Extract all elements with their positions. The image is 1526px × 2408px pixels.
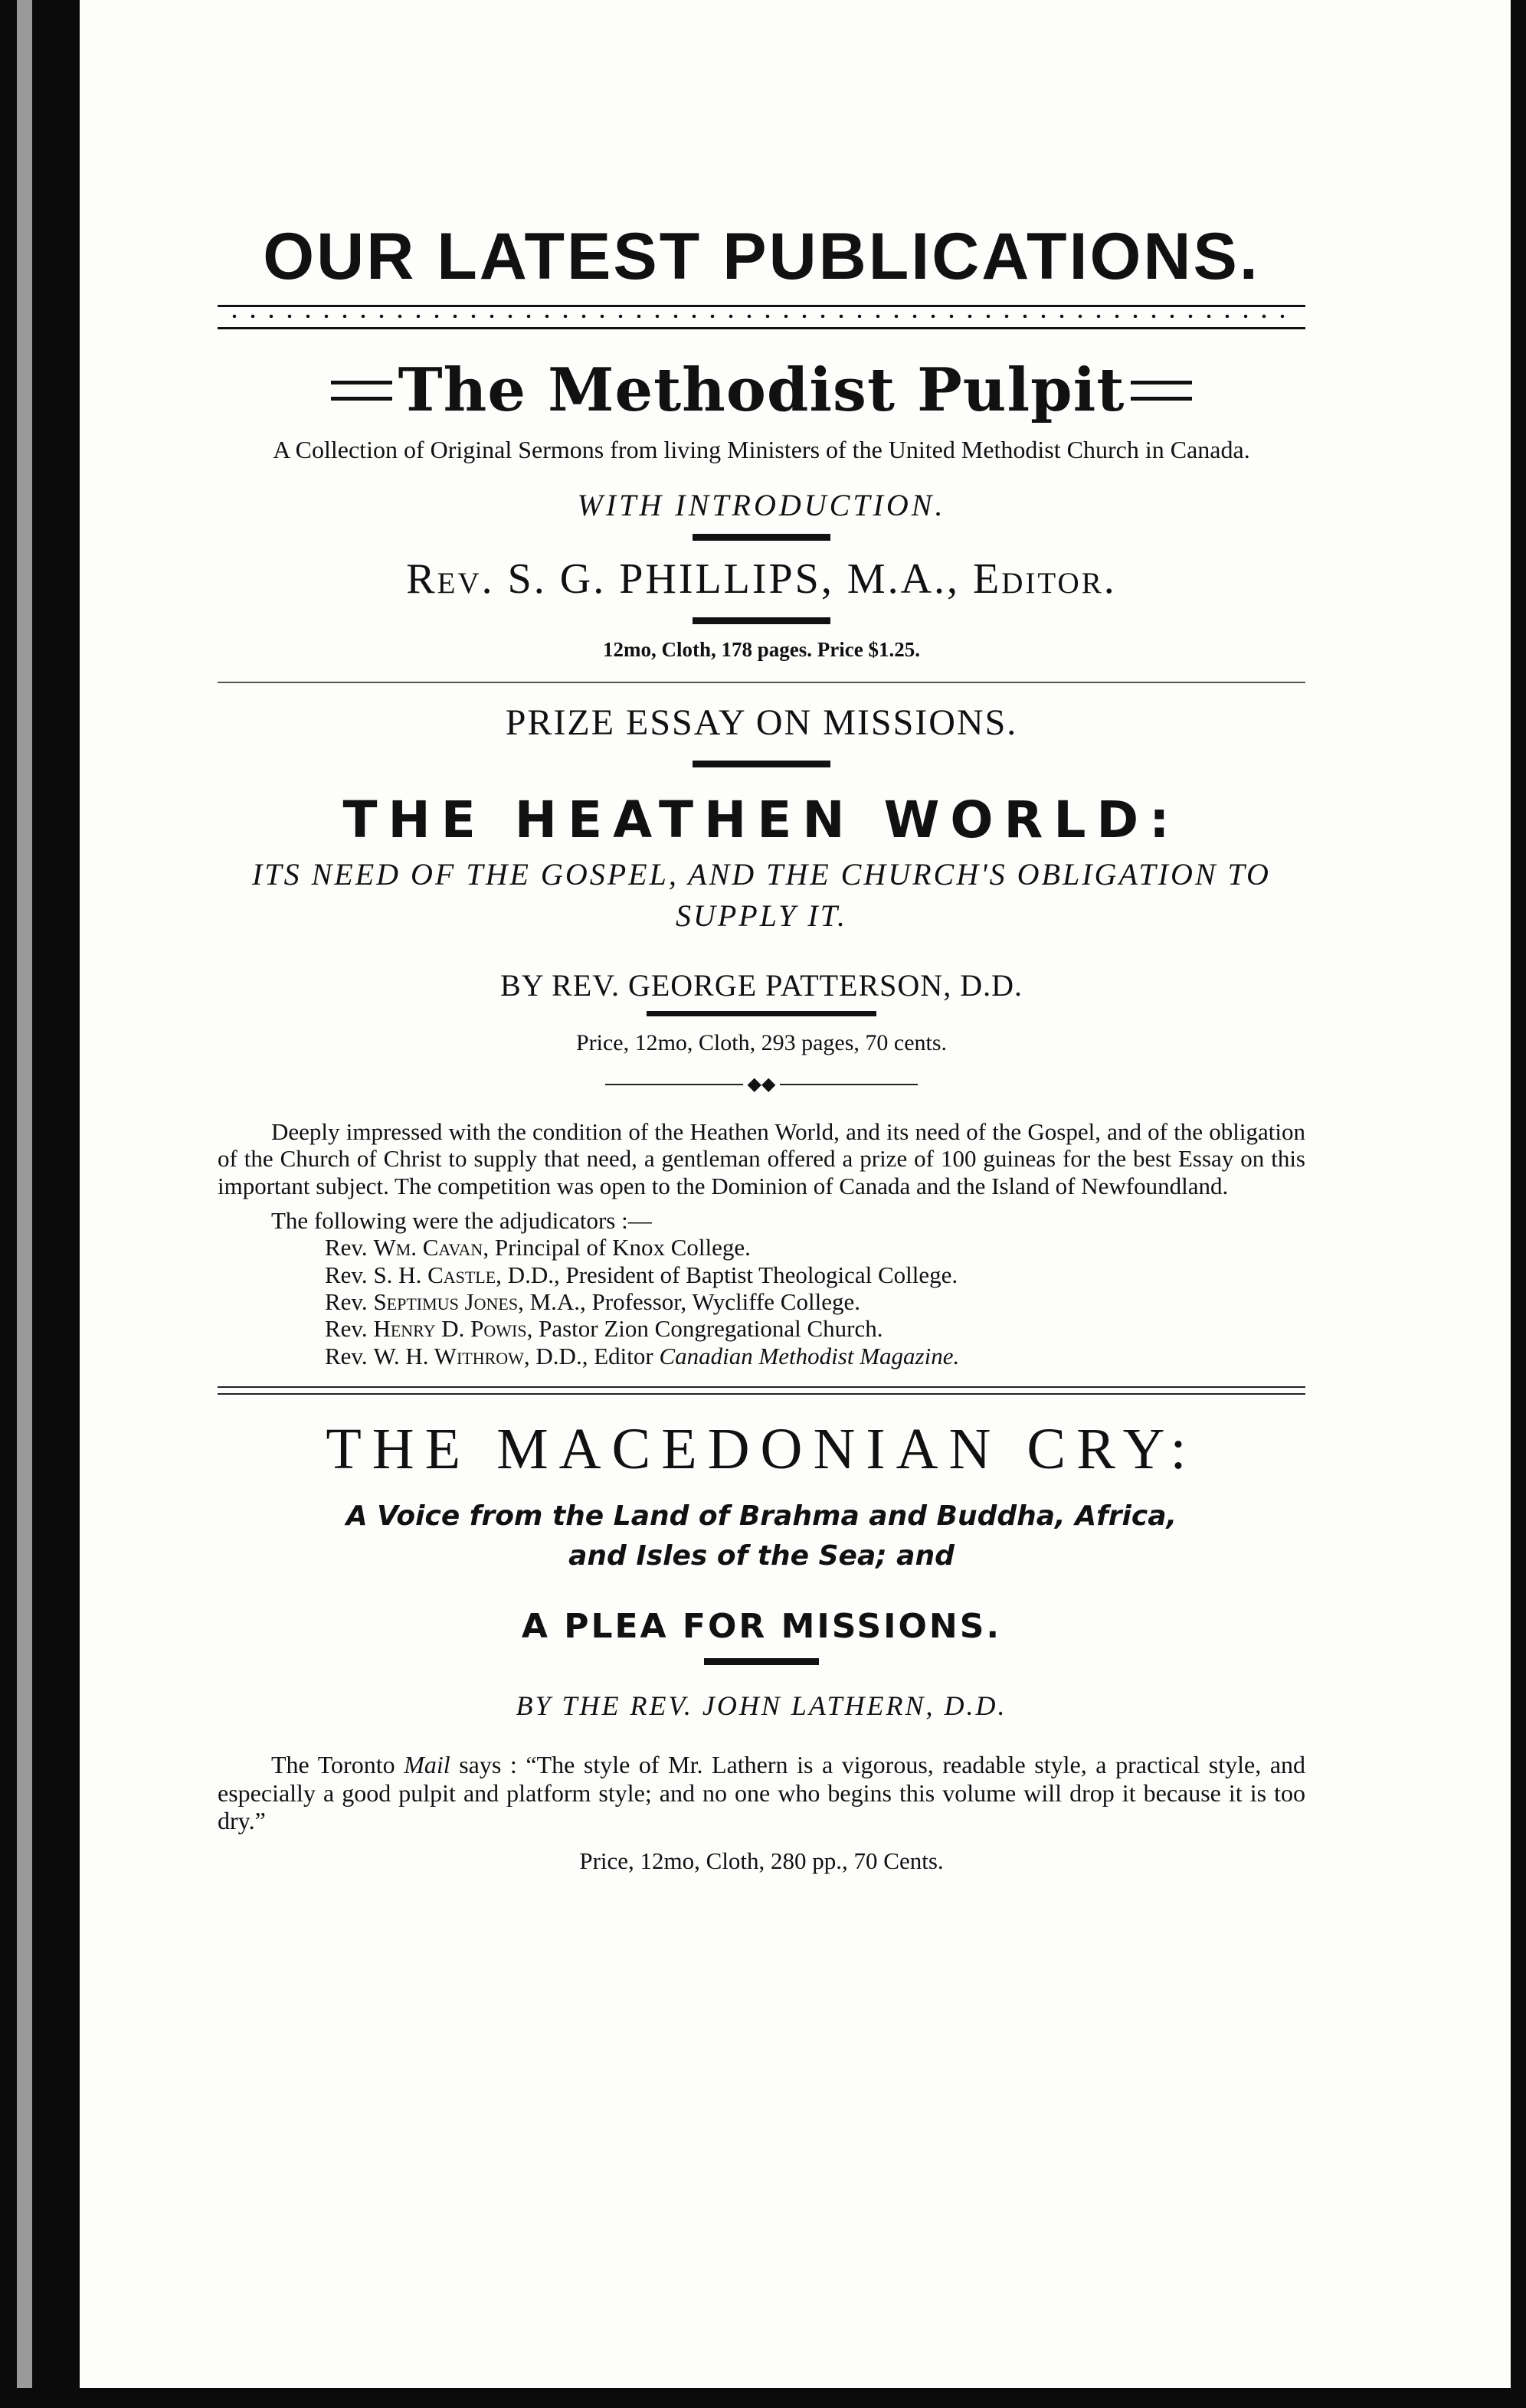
content [218,222,1305,1875]
plea-title: A PLEA FOR MISSIONS. [521,1607,1002,1647]
pulpit-editor: Rev. S. G. PHILLIPS, M.A., Editor. [406,555,1117,604]
pulpit-section [218,355,1305,662]
macedonian-section [218,1416,1305,1875]
heathen-subtitle: ITS NEED OF THE GOSPEL, AND THE CHURCH'S OBLIGATION TO SUPPLY IT. [252,857,1271,934]
pulpit-intro: WITH INTRODUCTION. [577,488,946,523]
divider-bar [704,1658,819,1665]
macedonian-title: THE MACEDONIAN CRY: [326,1417,1197,1482]
macedonian-subtitle-2: and Isles of the Sea; and [568,1540,955,1572]
double-rule [218,1386,1305,1395]
section-rule [218,682,1305,683]
adjudicators-intro: The following were the adjudicators :— [271,1207,652,1235]
adjudicator: Rev. S. H. Castle, D.D., President of Baptist Theological College. [325,1261,958,1288]
heathen-byline: BY REV. GEORGE PATTERSON, D.D. [500,968,1023,1003]
pulpit-title-row [218,355,1305,425]
heathen-paragraph: Deeply impressed with the condition of the Heathen World, and its need of the Gospel, and of the obligation of the Church of Christ to supply that need, a gentleman offered a prize of 100 guineas for the best Essay on this important subject. The competition was open to the Dominion of Canada and the Island of Newfoundland. [218,1118,1305,1199]
divider-bar [693,761,830,767]
adjudicator: Rev. Henry D. Powis, Pastor Zion Congregational Church. [325,1315,883,1343]
heathen-price: Price, 12mo, Cloth, 293 pages, 70 cents. [575,1030,948,1056]
ornament-left [331,381,392,401]
ornament-right [1131,381,1192,401]
macedonian-byline: BY THE REV. JOHN LATHERN, D.D. [516,1690,1007,1722]
pulpit-description: A Collection of Original Sermons from living Ministers of the United Methodist Church in Canada. [273,436,1250,464]
dotted-rule [218,305,1305,329]
divider-bar [647,1011,876,1016]
review-quote: The Toronto Mail says : “The style of Mr. Lathern is a vigorous, readable style, a practical style, and especially a good pulpit and platform style; and no one who begins this volume will drop it because it is too dry.” [218,1751,1306,1835]
pulpit-price: 12mo, Cloth, 178 pages. Price $1.25. [603,638,920,662]
flourish: ◆◆ [218,1073,1305,1095]
scan-border-left [0,0,80,2408]
macedonian-price: Price, 12mo, Cloth, 280 pp., 70 Cents. [579,1847,944,1874]
adjudicator: Rev. Septimus Jones, M.A., Professor, Wycliffe College. [325,1288,860,1316]
scan-border-bottom [0,2388,1526,2408]
pulpit-title: The Methodist Pulpit [398,355,1125,426]
heathen-kicker: PRIZE ESSAY ON MISSIONS. [505,702,1018,744]
page-title: OUR LATEST PUBLICATIONS. [263,220,1260,293]
macedonian-subtitle-1: A Voice from the Land of Brahma and Buddha, Africa, [345,1500,1177,1533]
adjudicator: Rev. W. H. Withrow, D.D., Editor Canadian Methodist Magazine. [325,1342,960,1369]
divider-bar [693,617,830,624]
divider-bar [693,534,830,541]
adjudicator: Rev. Wm. Cavan, Principal of Knox College. [325,1234,751,1261]
heathen-title: THE HEATHEN WORLD: [342,790,1181,850]
page [80,0,1511,2388]
adjudicators-list [271,1207,1305,1369]
heathen-section [218,702,1305,1369]
scan-border-right [1511,0,1526,2408]
